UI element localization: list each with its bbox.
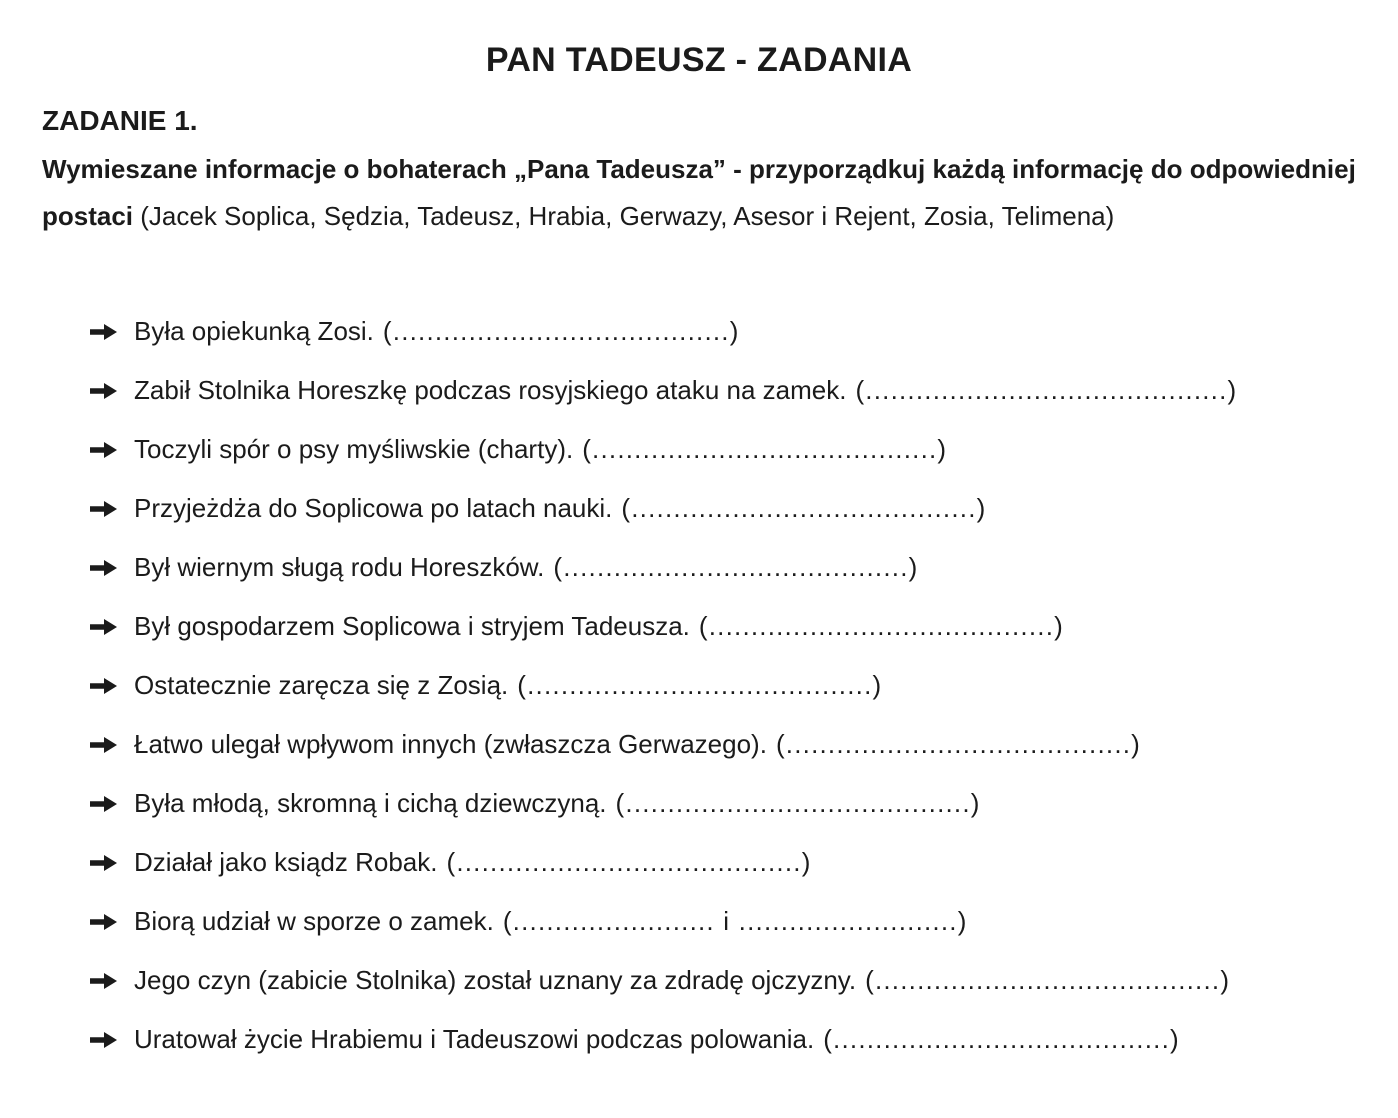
arrow-right-icon: [90, 559, 117, 577]
item-text: Jego czyn (zabicie Stolnika) został uznany za zdradę ojczyzny.: [134, 965, 857, 995]
item-text: Zabił Stolnika Horeszkę podczas rosyjskiego ataku na zamek.: [134, 375, 847, 405]
item-text: Przyjeżdża do Soplicowa po latach nauki.: [134, 493, 613, 523]
list-item: [90, 774, 1358, 833]
list-item: [90, 361, 1358, 420]
answer-blank: (.........................................): [446, 847, 812, 877]
list-item: [90, 302, 1358, 361]
answer-blank: (.........................................): [698, 611, 1064, 641]
instruction-regular-part1: (Jacek Soplica, Sędzia, Tadeusz, Hrabia, Gerwazy, Asesor i Rejent, Zosia,: [133, 201, 995, 231]
item-text: Była młodą, skromną i cichą dziewczyną.: [134, 788, 607, 818]
answer-blank: (...........................................): [855, 375, 1238, 405]
arrow-right-icon: [90, 618, 117, 636]
instruction-bold-part2: odpowiedniej postaci: [42, 154, 1356, 231]
list-item: [90, 538, 1358, 597]
arrow-right-icon: [90, 795, 117, 813]
item-text: Ostatecznie zaręcza się z Zosią.: [134, 670, 509, 700]
arrow-right-icon: [90, 677, 117, 695]
document-body: [0, 40, 1398, 1069]
task-instruction: [42, 146, 1358, 240]
arrow-right-icon: [90, 913, 117, 931]
list-item: [90, 597, 1358, 656]
answer-blank: (.........................................): [517, 670, 883, 700]
answer-blank: (.........................................): [621, 493, 987, 523]
arrow-right-icon: [90, 972, 117, 990]
answer-blank: (........................ i ..........................): [502, 906, 968, 936]
list-item: [90, 892, 1358, 951]
arrow-right-icon: [90, 323, 117, 341]
list-item: [90, 656, 1358, 715]
answer-blank: (.........................................): [775, 729, 1142, 759]
answer-blank: (........................................): [382, 316, 740, 346]
item-text: Działał jako ksiądz Robak.: [134, 847, 438, 877]
answer-blank: (.........................................): [865, 965, 1231, 995]
list-item: [90, 1010, 1358, 1069]
item-text: Łatwo ulegał wpływom innych (zwłaszcza Gerwazego).: [134, 729, 767, 759]
instruction-regular-part2: Telimena): [1001, 201, 1115, 231]
answer-blank: (.........................................): [582, 434, 948, 464]
arrow-right-icon: [90, 736, 117, 754]
answer-blank: (.........................................): [553, 552, 919, 582]
answer-blank: (.........................................): [615, 788, 981, 818]
arrow-right-icon: [90, 1031, 117, 1049]
task-heading: ZADANIE 1.: [42, 105, 198, 136]
item-text: Toczyli spór o psy myśliwskie (charty).: [134, 434, 574, 464]
item-text: Był gospodarzem Soplicowa i stryjem Tadeusza.: [134, 611, 690, 641]
list-item: [90, 833, 1358, 892]
item-text: Był wiernym sługą rodu Horeszków.: [134, 552, 545, 582]
arrow-right-icon: [90, 441, 117, 459]
arrow-right-icon: [90, 500, 117, 518]
item-text: Była opiekunką Zosi.: [134, 316, 374, 346]
item-text: Biorą udział w sporze o zamek.: [134, 906, 494, 936]
list-item: [90, 951, 1358, 1010]
answer-blank: (........................................): [823, 1024, 1180, 1054]
arrow-right-icon: [90, 382, 117, 400]
instruction-bold-part1: Wymieszane informacje o bohaterach „Pana Tadeusza” - przyporządkuj każdą informację do: [42, 154, 1183, 184]
list-item: [90, 479, 1358, 538]
item-text: Uratował życie Hrabiemu i Tadeuszowi podczas polowania.: [134, 1024, 815, 1054]
list-item: [90, 715, 1358, 774]
page-title: PAN TADEUSZ - ZADANIA: [485, 41, 913, 79]
arrow-right-icon: [90, 854, 117, 872]
task-item-list: [40, 302, 1358, 1069]
list-item: [90, 420, 1358, 479]
